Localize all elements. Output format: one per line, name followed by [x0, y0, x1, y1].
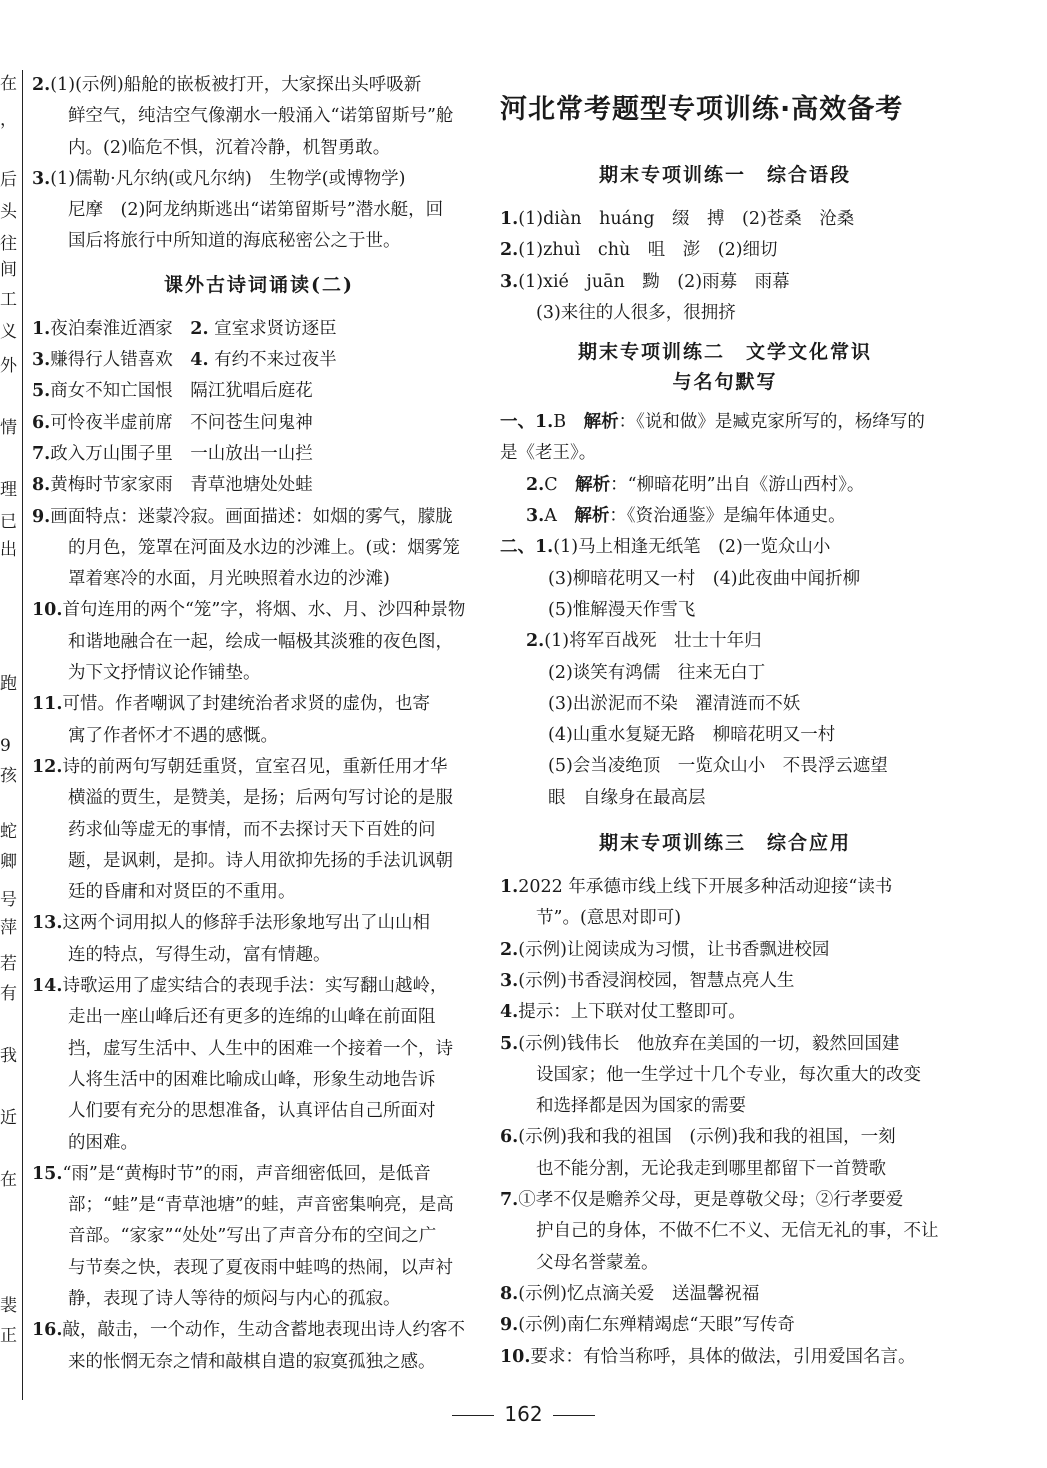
item-text: (示例)让阅读成为习惯，让书香飘进校园 — [518, 939, 830, 960]
gutter-char: 孩 — [0, 766, 17, 786]
item-text: (1)(示例)船舱的嵌板被打开，大家探出头呼吸新 鲜空气，纯洁空气像潮水一般涌入“诺第留斯号”舱 内。(2)临危不惧，沉着冷静，机智勇敢。 — [50, 75, 454, 158]
item-continuation: (3)出淤泥而不染 濯清涟而不妖 — [548, 693, 801, 714]
item-text: (1)diàn huáng 缀 搏 (2)苍桑 沧桑 — [518, 209, 855, 229]
training3-answer-4 — [500, 997, 950, 1028]
section-title-training-2-line2: 与名句默写 — [672, 371, 778, 394]
item-continuation: (4)山重水复疑无路 柳暗花明又一村 — [548, 725, 836, 746]
item-number: 12. — [32, 756, 63, 777]
item-number: 14. — [32, 976, 63, 997]
gutter-char: 义 — [0, 322, 17, 342]
training3-answer-5 — [500, 1029, 950, 1123]
item-number: 2. — [500, 939, 519, 960]
left-column — [32, 70, 486, 1378]
item-number: 6. — [32, 412, 51, 433]
item-number: 10. — [500, 1346, 531, 1367]
poetry-answer-14 — [32, 1315, 486, 1378]
training3-answer-7 — [500, 1185, 950, 1279]
binding-gutter — [0, 70, 23, 1400]
gutter-char: 蛇 — [0, 822, 17, 842]
item-number: 16. — [32, 1320, 63, 1341]
item-text: 赚得行人错喜欢 4. 有约不来过夜半 — [50, 350, 337, 371]
item-continuation: 是《老王》。 — [500, 443, 597, 464]
item-text: (1)xié juān 黝 (2)雨募 雨幕 (3)来往的人很多，很拥挤 — [518, 271, 790, 323]
item-text: (示例)南仁东殚精竭虑“天眼”写传奇 — [518, 1315, 795, 1336]
gutter-char: 后 — [0, 170, 17, 190]
item-text: 商女不知亡国恨 隔江犹唱后庭花 — [50, 381, 313, 402]
training2-answer-4 — [500, 532, 950, 626]
gutter-char: 正 — [0, 1326, 17, 1346]
item-text: 政入万山围子里 一山放出一山拦 — [50, 443, 313, 464]
training2-answer-5 — [500, 626, 950, 814]
item-number: 5. — [500, 1033, 519, 1054]
training2-answer-1 — [500, 407, 950, 470]
item-text: A 解析：《资治通鉴》是编年体通史。 — [544, 506, 846, 527]
section-title-training-1: 期末专项训练一 综合语段 — [598, 164, 851, 186]
item-text: 可惜。作者嘲讽了封建统治者求贤的虚伪，也寄 寓了作者怀才不遇的感慨。 — [62, 694, 430, 746]
item-number: 2. — [32, 75, 51, 95]
item-text: 2022 年承德市线上线下开展多种活动迎接“读书 节”。(意思对即可) — [518, 877, 893, 929]
gutter-char: 情 — [0, 418, 17, 438]
item-text: 敲，敲击，一个动作，生动含蓄地表现出诗人约客不 来的怅惘无奈之情和敲棋自遣的寂寞孤独之感。 — [62, 1320, 465, 1372]
item-number: 11. — [32, 694, 63, 715]
item-text: B 解析：《说和做》是臧克家所写的，杨绛写的 — [553, 412, 925, 433]
section-title-training-3: 期末专项训练三 综合应用 — [598, 832, 851, 855]
gutter-char: 卿 — [0, 852, 17, 872]
poetry-answer-12 — [32, 971, 486, 1159]
gutter-char: 9 — [0, 736, 11, 756]
poetry-answer-5 — [32, 439, 486, 470]
item-number: 15. — [32, 1163, 63, 1184]
item-number: 3. — [32, 168, 51, 189]
right-column — [500, 70, 950, 1373]
gutter-char: ， — [0, 110, 17, 130]
item-continuation: 眼 自缘身在最高层 — [548, 787, 706, 808]
item-text: C 解析：“柳暗花明”出自《游山西村》。 — [544, 474, 865, 495]
item-text: 黄梅时节家家雨 青草池塘处处蛙 — [50, 475, 313, 496]
item-text: 诗的前两句写朝廷重贤，宣室召见，重新任用才华 横溢的贾生，是赞美，是扬；后两句写讨论的是服 药求仙等虚无的事情，而不去探讨天下百姓的问 题，是讽刺，是抑。诗人用欲抑先扬的手法讥讽朝 廷的昏庸和对贤臣的不重用。 — [62, 756, 453, 903]
item-text: (示例)我和我的祖国 (示例)我和我的祖国，一刻 也不能分割，无论我走到哪里都留下一首赞歌 — [518, 1127, 896, 1179]
item-number: 7. — [500, 1190, 519, 1211]
training3-answer-6 — [500, 1122, 950, 1185]
item-text: (1)儒勒·凡尔纳(或凡尔纳) 生物学(或博物学) 尼摩 (2)阿龙纳斯逃出“诺第留斯号”潜水艇，回 国后将旅行中所知道的海底秘密公之于世。 — [50, 168, 444, 252]
item-continuation: (5)惟解漫天作雪飞 — [548, 599, 696, 620]
item-text: ①孝不仅是赡养父母，更是尊敬父母；②行孝要爱 护自己的身体，不做不仁不义、无信无礼的事，不让 父母名誉蒙羞。 — [518, 1190, 939, 1273]
training1-answer-2 — [500, 235, 950, 266]
item-number: 3. — [526, 506, 545, 527]
page-number-dash-left — [452, 1415, 494, 1416]
answer-item-2 — [32, 164, 486, 258]
gutter-char: 已 — [0, 512, 17, 532]
item-text: 可怜夜半虚前席 不问苍生问鬼神 — [50, 412, 313, 433]
item-number: 2. — [526, 474, 545, 495]
training2-answer-2 — [500, 470, 950, 501]
page-number-text: 162 — [504, 1402, 543, 1426]
item-text: (1)将军百战死 壮士十年归 — [544, 631, 762, 652]
item-number: 1. — [500, 209, 519, 229]
page-number — [0, 1402, 1047, 1426]
gutter-char: 跑 — [0, 674, 17, 694]
gutter-char: 外 — [0, 356, 17, 376]
gutter-char: 号 — [0, 890, 17, 910]
item-text: 夜泊秦淮近酒家 2. 宣室求贤访逐臣 — [50, 318, 337, 339]
item-continuation: (5)会当凌绝顶 一览众山小 不畏浮云遮望 — [548, 756, 888, 777]
training3-answer-10 — [500, 1342, 950, 1373]
training1-answer-3 — [500, 267, 950, 330]
training3-answer-9 — [500, 1310, 950, 1341]
training3-answer-1 — [500, 872, 950, 935]
item-text: 提示：上下联对仗工整即可。 — [518, 1002, 746, 1023]
gutter-char: 我 — [0, 1046, 17, 1066]
item-text: 画面特点：迷蒙冷寂。画面描述：如烟的雾气，朦胧 的月色，笼罩在河面及水边的沙滩上。(或：烟雾笼 罩着寒冷的水面，月光映照着水边的沙滩) — [50, 506, 460, 590]
gutter-char: 往 — [0, 234, 17, 254]
item-continuation: (3)柳暗花明又一村 (4)此夜曲中闻折柳 — [548, 568, 861, 589]
item-number: 2. — [526, 631, 545, 652]
item-text: (示例)忆点滴关爱 送温馨祝福 — [518, 1283, 760, 1304]
item-text: 要求：有恰当称呼，具体的做法，引用爱国名言。 — [530, 1346, 916, 1367]
gutter-char: 在 — [0, 1170, 17, 1190]
item-number: 1. — [500, 877, 519, 898]
poetry-answer-10 — [32, 752, 486, 908]
item-number: 9. — [32, 506, 51, 527]
item-text: “雨”是“黄梅时节”的雨，声音细密低回，是低音 部；“蛙”是“青草池塘”的蛙，声音密集响亮，是高 音部。“家家”“处处”写出了声音分布的空间之广 与节奏之快，表现了夏夜雨中蛙鸣的热闹，以声衬 静，表现了诗人等待的烦闷与内心的孤寂。 — [62, 1163, 454, 1309]
item-continuation: (2)谈笑有鸿儒 往来无白丁 — [548, 662, 766, 683]
training3-answer-2 — [500, 935, 950, 966]
poetry-answer-2 — [32, 345, 486, 376]
gutter-char: 间 — [0, 260, 17, 280]
gutter-char: 有 — [0, 984, 17, 1004]
item-number: 1. — [32, 318, 51, 339]
section-title-training-2-line1: 期末专项训练二 文学文化常识 — [577, 341, 872, 364]
gutter-char: 在 — [0, 74, 17, 94]
gutter-char: 出 — [0, 540, 17, 560]
item-number: 5. — [32, 381, 51, 402]
poetry-answer-11 — [32, 908, 486, 971]
poetry-answer-7 — [32, 502, 486, 596]
gutter-char: 理 — [0, 480, 17, 500]
item-number: 4. — [500, 1002, 519, 1023]
training3-answer-3 — [500, 966, 950, 997]
training1-answer-1 — [500, 204, 950, 235]
page-number-dash-right — [553, 1415, 595, 1416]
item-text: (示例)书香浸润校园，智慧点亮人生 — [518, 970, 795, 991]
item-text: (1)zhuì chù 咀 澎 (2)细切 — [518, 240, 778, 261]
gutter-char: 若 — [0, 954, 17, 974]
poetry-answer-13 — [32, 1159, 486, 1315]
item-number: 7. — [32, 443, 51, 464]
gutter-char: 工 — [0, 290, 17, 310]
item-text: 诗歌运用了虚实结合的表现手法：实写翻山越岭， 走出一座山峰后还有更多的连绵的山峰在前面阻 挡，虚写生活中、人生中的困难一个接着一个，诗 人将生活中的困难比喻成山峰，形象生动地告诉 人们要有充分的思想准备，认真评估自己所面对 的困难。 — [62, 976, 453, 1153]
item-number: 3. — [500, 271, 519, 292]
item-text: (示例)钱伟长 他放弃在美国的一切，毅然回国建 设国家；他一生学过十几个专业，每次重大的改变 和选择都是因为国家的需要 — [518, 1033, 921, 1117]
item-number: 2. — [500, 240, 519, 261]
poetry-answer-3 — [32, 376, 486, 407]
gutter-char: 萍 — [0, 918, 17, 938]
item-number: 13. — [32, 913, 63, 934]
item-text: (1)马上相逢无纸笔 (2)一览众山小 — [553, 537, 831, 558]
training2-answer-3 — [500, 501, 950, 532]
page-title: 河北常考题型专项训练·高效备考 — [500, 94, 904, 125]
gutter-char: 近 — [0, 1108, 17, 1128]
item-number: 一、1. — [500, 412, 554, 433]
poetry-answer-4 — [32, 408, 486, 439]
training3-answer-8 — [500, 1279, 950, 1310]
section-title-classical-poetry: 课外古诗词诵读(二) — [164, 273, 354, 296]
item-number: 8. — [32, 475, 51, 496]
gutter-char: 裴 — [0, 1296, 17, 1316]
item-number: 6. — [500, 1127, 519, 1148]
item-number: 9. — [500, 1315, 519, 1336]
item-number: 10. — [32, 600, 63, 621]
item-text: 这两个词用拟人的修辞手法形象地写出了山山相 连的特点，写得生动，富有情趣。 — [62, 913, 430, 965]
item-text: 首句连用的两个“笼”字，将烟、水、月、沙四种景物 和谐地融合在一起，绘成一幅极其淡雅的夜色图， 为下文抒情议论作铺垫。 — [62, 600, 466, 684]
item-number: 3. — [500, 970, 519, 991]
item-number: 8. — [500, 1283, 519, 1304]
poetry-answer-8 — [32, 595, 486, 689]
answer-item-1 — [32, 70, 486, 164]
gutter-char: 头 — [0, 202, 17, 222]
item-number: 二、1. — [500, 537, 554, 558]
poetry-answer-9 — [32, 689, 486, 752]
item-number: 3. — [32, 350, 51, 371]
poetry-answer-6 — [32, 470, 486, 501]
poetry-answer-1 — [32, 314, 486, 345]
